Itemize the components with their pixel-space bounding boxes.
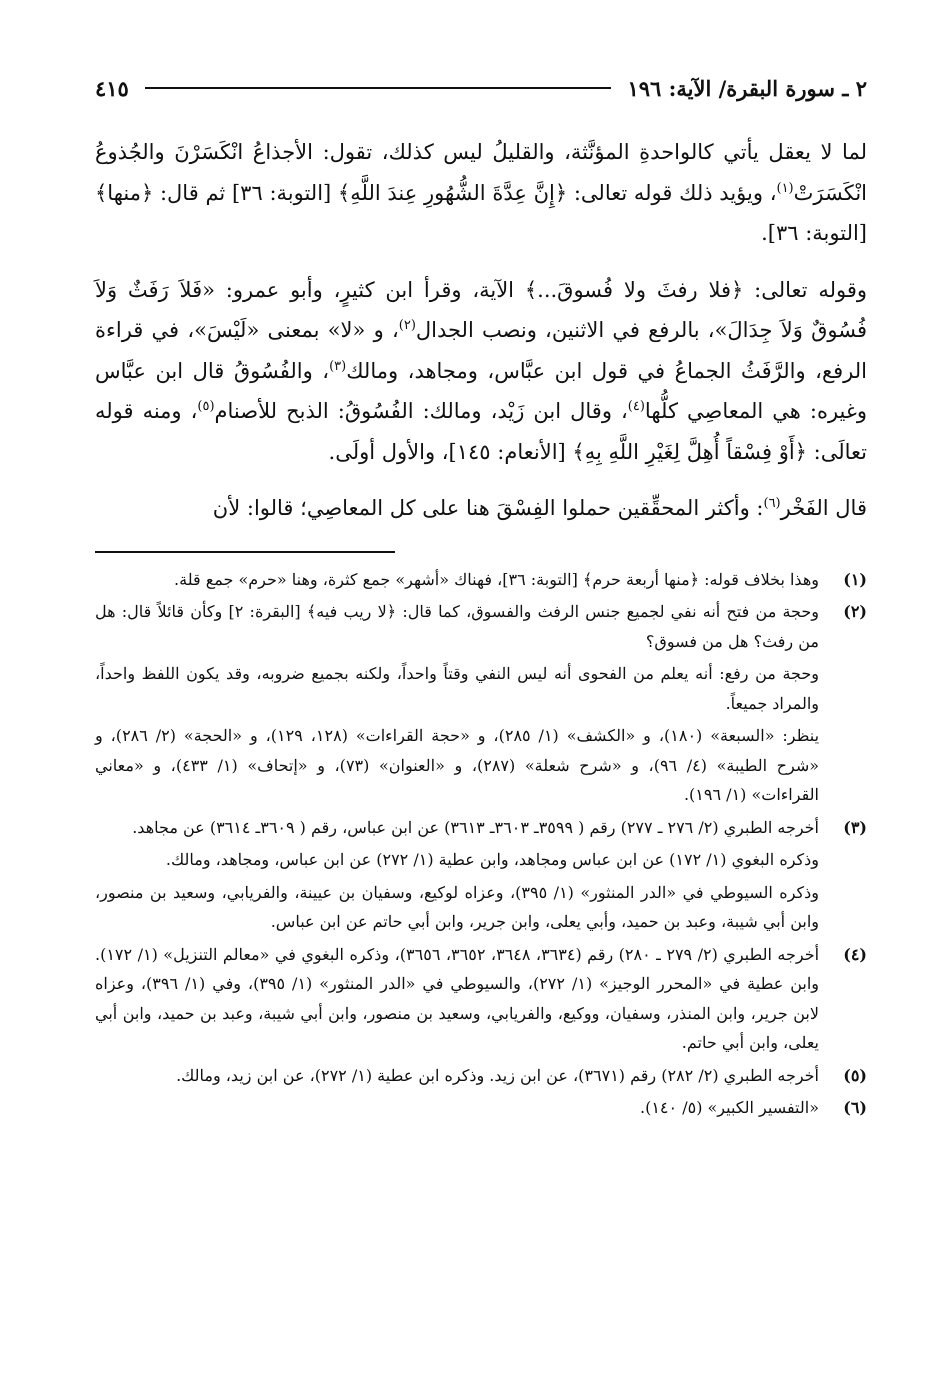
footnote-ref: (١) — [776, 180, 794, 196]
text-span: قال الفَخْر — [780, 496, 867, 520]
footnote-number: (١) — [843, 569, 867, 589]
main-text — [95, 132, 867, 529]
footnote-text: وهذا بخلاف قوله: ﴿منها أربعة حرم﴾ [التوبة: ٣٦]، فهناك «أشهر» جمع كثرة، وهنا «حرم» جمع قلة. — [174, 569, 819, 589]
footnote — [95, 1093, 867, 1126]
text-span: : وأكثر المحقِّقين حملوا الفِسْقَ هنا على كل المعاصِي؛ قالوا: لأن — [212, 496, 764, 520]
running-header — [95, 68, 867, 108]
footnote-text: «التفسير الكبير» (٥/ ١٤٠). — [640, 1098, 819, 1117]
footnote-text: ينظر: «السبعة» (١٨٠)، و «الكشف» (١/ ٢٨٥)، و «حجة القراءات» (١٢٨، ١٢٩)، و «الحجة» (٢/ ٢٨٦)، و «شرح الطيبة» (٤/ ٩٦)، و «شرح شعلة» (٢٨٧)، و «العنوان» (٧٣)، و «إتحاف» (١/ ٤٣٣)، و «معاني القراءات» (١/ ١٩٦). — [95, 726, 820, 804]
header-rule — [145, 87, 612, 89]
text-span: ، وقال ابن زَيْد، ومالك: الفُسُوقُ: الذبح للأصنام — [214, 399, 628, 423]
footnote-text: أخرجه الطبري (٢/ ٢٨٢) رقم (٣٦٧١)، عن ابن زيد. وذكره ابن عطية (١/ ٢٧٢)، عن ابن زيد، ومالك. — [176, 1065, 819, 1085]
text-span: ، ويؤيد ذلك قوله تعالى: ﴿إِنَّ عِدَّةَ الشُّهُورِ عِندَ اللَّهِ﴾ [التوبة: ٣٦] ثم قال: ﴿منها﴾ [التوبة: ٣٦]. — [95, 180, 867, 245]
text-span: ، والفُسُوقُ قال ابن عبَّاس وغيره: هي المعاصِي كلُّها — [95, 358, 867, 423]
footnote-text: أخرجه الطبري (٢/ ٢٧٦ ـ ٢٧٧) رقم ( ٣٥٩٩ـ ٣٦٠٣ـ ٣٦١٣) عن ابن عباس، رقم ( ٣٦٠٩ـ ٣٦١٤) عن مجاهد. — [132, 817, 819, 837]
footnote-text: وذكره البغوي (١/ ١٧٢) عن ابن عباس ومجاهد، وابن عطية (١/ ٢٧٢) عن ابن عباس، ومجاهد، ومالك. — [165, 850, 819, 869]
surah-reference: ٢ ـ سورة البقرة/ الآية: ١٩٦ — [627, 75, 867, 101]
footnote-number: (٥) — [843, 1065, 867, 1085]
footnote — [95, 1061, 867, 1094]
page-number: ٤١٥ — [95, 75, 129, 101]
paragraph — [95, 270, 867, 473]
footnote-separator — [95, 551, 395, 553]
footnote-text: وحجة من رفع: أنه يعلم من الفحوى أنه ليس النفي وقتاً واحداً، ولكنه بجميع ضروبه، وقد يكون اللفظ واحداً، والمراد جميعاً. — [95, 664, 819, 713]
footnote-ref: (٦) — [763, 496, 781, 511]
footnote-number: (٤) — [843, 944, 867, 964]
footnote — [95, 813, 867, 940]
text-span: ، ومنه قوله تعالَى: ﴿أَوْ فِسْقاً أُهِلَّ لِغَيْرِ اللَّهِ بِهِ﴾ [الأنعام: ١٤٥]، والأول أولَى. — [95, 399, 867, 464]
book-page — [95, 68, 867, 1126]
footnote-text: وذكره السيوطي في «الدر المنثور» (١/ ٣٩٥)، وعزاه لوكيع، وسفيان بن عيينة، والفريابي، وسعيد بن منصور، وابن أبي شيبة، وعبد بن حميد، وأبي يعلى، وابن جرير، وابن أبي حاتم عن ابن عباس. — [95, 882, 819, 931]
footnote-number: (٢) — [843, 602, 867, 621]
footnote — [95, 565, 867, 598]
footnote-ref: (٥) — [197, 399, 215, 414]
footnote-number: (٦) — [843, 1098, 867, 1117]
footnote-ref: (٢) — [398, 318, 416, 333]
footnote — [95, 940, 867, 1061]
footnote-ref: (٤) — [627, 399, 645, 414]
footnote-text: وحجة من فتح أنه نفي لجميع جنس الرفث والفسوق، كما قال: ﴿لا ريب فيه﴾ [البقرة: ٢] وكأن قائلاً قال: هل من رفث؟ هل من فسوق؟ — [95, 602, 820, 651]
text-span: وقوله تعالى: ﴿فلا رفثَ ولا فُسوقَ...﴾ الآية، وقرأ ابن كثيرٍ، وأبو عمرو: «فَلاَ رَفَثٌ وَلاَ فُسُوقٌ وَلاَ جِدَالَ»، بالرفع في الاثنين، ونصب الجدال — [95, 277, 867, 342]
paragraph — [95, 132, 867, 254]
footnote-ref: (٣) — [329, 358, 347, 374]
text-span: ، و «لا» بمعنى «لَيْسَ»، في قراءة الرفع، والرَّفَثُ الجماعُ في قول ابن عبَّاس، ومجاهد، ومالك — [95, 318, 867, 383]
footnote-number: (٣) — [843, 817, 867, 837]
footnotes — [95, 565, 867, 1126]
footnote-text: أخرجه الطبري (٢/ ٢٧٩ ـ ٢٨٠) رقم (٣٦٣٤، ٣٦٤٨، ٣٦٥٢، ٣٦٥٦)، وذكره البغوي في «معالم التنزيل» (١/ ١٧٢). وابن عطية في «المحرر الوجيز» (١/ ٢٧٢)، والسيوطي في «الدر المنثور» (١/ ٣٩٥)، وفي (١/ ٣٩٦)، وعزاه لابن جرير، وابن المنذر، وسفيان، ووكيع، والفريابي، وسعيد بن منصور، وابن أبي شيبة، وعبد بن حميد، وابن أبي يعلى، وابن أبي حاتم. — [95, 944, 820, 1052]
text-span: لما لا يعقل يأتي كالواحدةِ المؤنَّثة، والقليلُ ليس كذلك، تقول: الأجذاعُ انْكَسَرْنَ والجُذوعُ انْكَسَرَتْ — [95, 140, 867, 205]
footnote — [95, 597, 867, 813]
paragraph — [95, 488, 867, 529]
